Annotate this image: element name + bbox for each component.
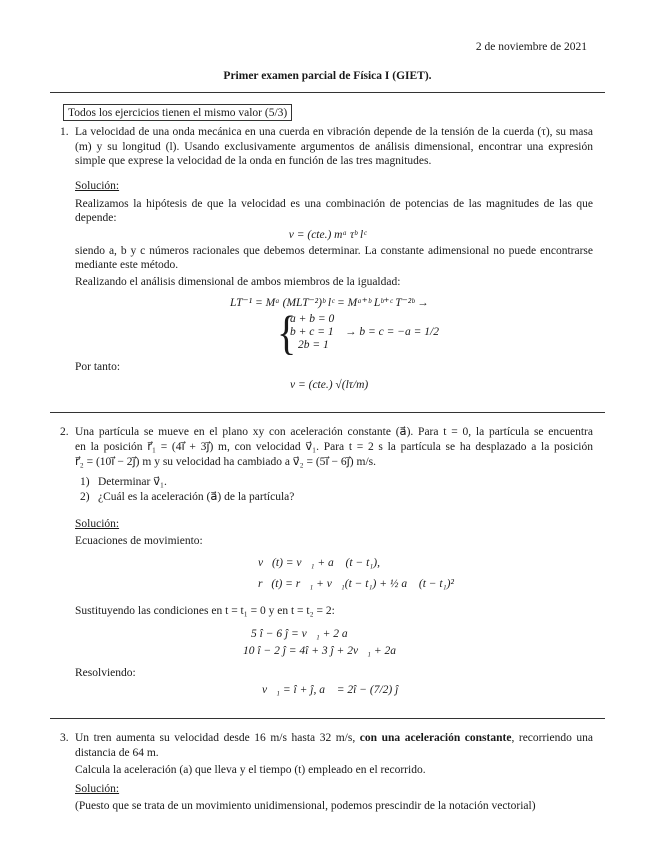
equation: a + b = 0 <box>290 313 335 325</box>
equation: r⃗(t) = r⃗₁ + v⃗₁(t − t₁) + ½ a⃗ (t − t₁)² <box>258 578 454 590</box>
solution-text: Realizando el análisis dimensional de ambos miembros de la igualdad: <box>75 276 401 288</box>
q1-text: (m) y su longitud (l). Usando exclusivamente argumentos de análisis dimensional, encontrar una expresión <box>75 141 593 153</box>
divider <box>50 412 605 413</box>
solution-text: mediante este método. <box>75 259 179 271</box>
q1-text: simple que exprese la velocidad de la onda en función de las tres magnitudes. <box>75 155 432 167</box>
solution-text: Sustituyendo las condiciones en t = t₁ = 0 y en t = t₂ = 2: <box>75 605 335 617</box>
solution-text: siendo a, b y c números racionales que debemos determinar. La constante adimensional no puede encontrarse <box>75 245 593 257</box>
subitem-number: 1) <box>80 476 90 488</box>
equation: 5 î − 6 ĵ = v⃗₁ + 2 a⃗ <box>251 628 357 640</box>
q2-text: en la posición r⃗₁ = (4i⃗ + 3j⃗) m, con velocidad v⃗₁. Para t = 2 s la partícula se ha desplazado a la posición <box>75 441 593 453</box>
question-number: 1. <box>60 126 69 138</box>
solution-text: Realizamos la hipótesis de que la velocidad es una combinación de potencias de las magnitudes de las que <box>75 198 593 210</box>
question-number: 3. <box>60 732 69 744</box>
page-title: Primer examen parcial de Física I (GIET). <box>223 70 432 82</box>
brace: { <box>277 305 297 360</box>
date: 2 de noviembre de 2021 <box>475 41 587 53</box>
equation: v = (cte.) √(lτ/m) <box>290 379 369 391</box>
divider <box>50 718 605 719</box>
equation: LT⁻¹ = Mᵃ (MLT⁻²)ᵇ lᶜ = Mᵃ⁺ᵇ Lᵇ⁺ᶜ T⁻²ᵇ → <box>230 297 429 309</box>
divider <box>50 92 605 93</box>
q3-text-a: Un tren aumenta su velocidad desde 16 m/s hasta 32 m/s, <box>75 732 360 744</box>
solution-text: (Puesto que se trata de un movimiento unidimensional, podemos prescindir de la notación vectorial) <box>75 800 536 812</box>
note-box: Todos los ejercicios tienen el mismo valor (5/3) <box>63 104 292 121</box>
equation: 2b = 1 <box>298 339 329 351</box>
solution-text: Resolviendo: <box>75 667 136 679</box>
solution-label: Solución: <box>75 180 120 192</box>
equation: → b = c = −a = 1/2 <box>345 326 439 338</box>
equation: v⃗₁ = î + ĵ, a⃗ = 2î − (7/2) ĵ <box>262 684 399 696</box>
solution-label: Solución: <box>75 783 120 795</box>
question-number: 2. <box>60 426 69 438</box>
q3-text: Calcula la aceleración (a) que lleva y el tiempo (t) empleado en el recorrido. <box>75 764 426 776</box>
subitem-text: ¿Cuál es la aceleración (a⃗) de la partícula? <box>98 491 295 503</box>
solution-text: Ecuaciones de movimiento: <box>75 535 203 547</box>
equation: b + c = 1 <box>290 326 334 338</box>
equation: 10 î − 2 ĵ = 4î + 3 ĵ + 2v⃗₁ + 2a⃗ <box>243 645 405 657</box>
subitem-number: 2) <box>80 491 90 503</box>
solution-text: Por tanto: <box>75 361 121 373</box>
q1-text: La velocidad de una onda mecánica en una cuerda en vibración depende de la tensión de la cuerda (τ), su masa <box>75 126 593 138</box>
q3-text: distancia de 64 m. <box>75 747 159 759</box>
q3-emphasis: con una aceleración constante <box>359 732 512 744</box>
q3-text-c: , recorriendo una <box>511 732 593 744</box>
solution-label: Solución: <box>75 518 120 530</box>
q2-text: Una partícula se mueve en el plano xy con aceleración constante (a⃗). Para t = 0, la partícula se encuentra <box>75 426 593 438</box>
equation: v = (cte.) mᵃ τᵇ lᶜ <box>288 229 367 241</box>
equation: v⃗(t) = v⃗₁ + a⃗ (t − t₁), <box>258 557 380 569</box>
q3-text <box>75 731 593 745</box>
solution-text: depende: <box>75 212 117 224</box>
subitem-text: Determinar v⃗₁. <box>98 476 167 488</box>
q2-text: r⃗₂ = (10i⃗ − 2j⃗) m y su velocidad ha cambiado a v⃗₂ = (5i⃗ − 6j⃗) m/s. <box>75 456 376 468</box>
